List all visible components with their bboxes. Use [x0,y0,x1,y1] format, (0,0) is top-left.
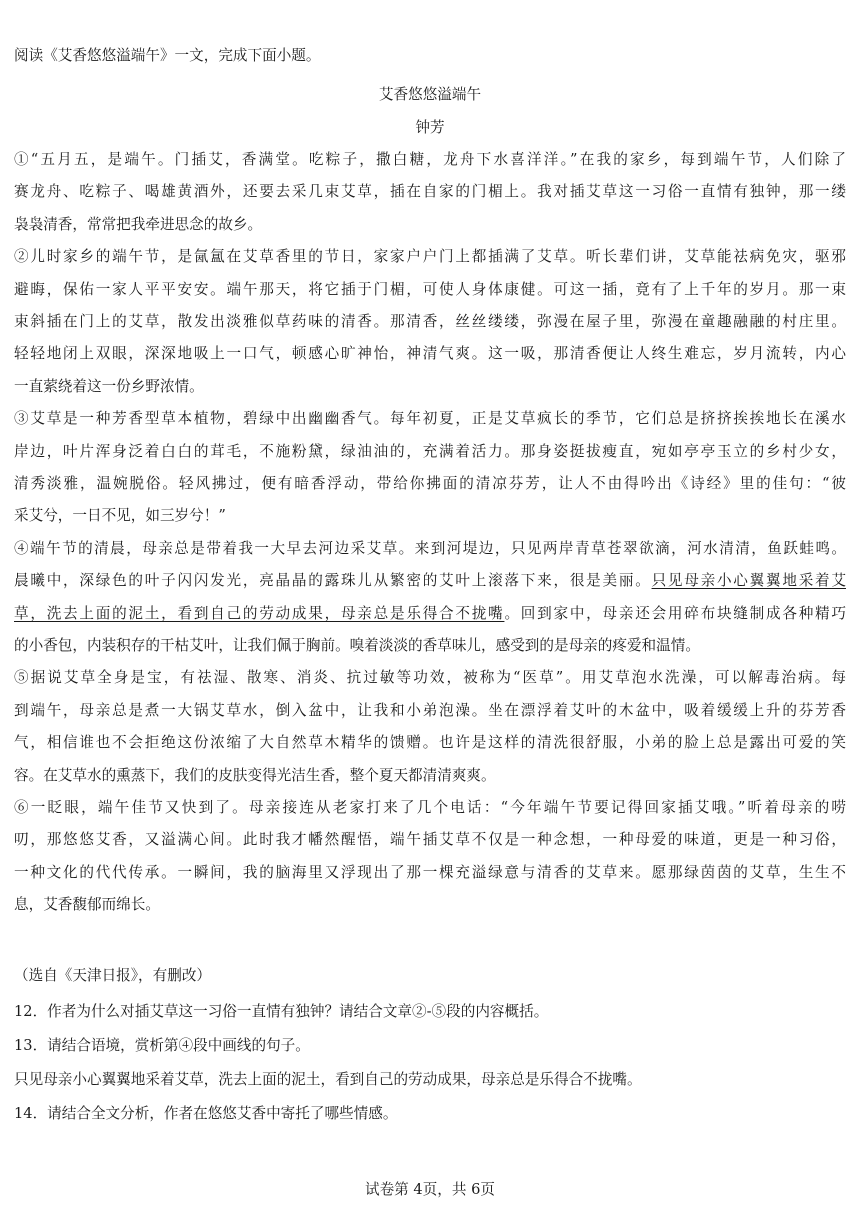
article-line [14,312,846,332]
article-line [14,182,846,202]
question-14: 14．请结合全文分析，作者在悠悠艾香中寄托了哪些情感。 [14,1105,398,1122]
article-line-text: 清秀淡雅，温婉脱俗。轻风拂过，便有暗香浮动，带给你拂面的清凉芬芳，让人不由得吟出《诗经》里的佳句：“彼 [14,475,846,492]
article-line [14,604,846,624]
article-title: 艾香悠悠溢端午 [378,86,482,103]
page-footer: 试卷第 4页，共 6页 [364,1181,495,1198]
article-line [14,571,846,591]
question-13: 13．请结合语境，赏析第④段中画线的句子。 [14,1037,310,1054]
article-line-text: 袅袅清香，常常把我牵进思念的故乡。 [14,215,263,233]
article-line [14,442,846,462]
article-line [14,798,846,818]
article-line-text: ⑥一眨眼，端午佳节又快到了。母亲接连从老家打来了几个电话：“今年端午节要记得回家插艾哦。”听着母亲的唠 [14,799,846,816]
article-line [14,830,846,850]
article-line-text: ⑤据说艾草全身是宝，有祛湿、散寒、消炎、抗过敏等功效，被称为“医草”。用艾草泡水洗澡，可以解毒治病。每 [14,669,846,687]
article-line-text: 息，艾香馥郁而绵长。 [14,896,160,914]
underlined-sentence: 草，洗去上面的泥土，看到自己的劳动成果，母亲总是乐得合不拢嘴 [14,604,505,622]
article-line-text: 岸边，叶片浑身泛着白白的茸毛，不施粉黛，绿油油的，充满着活力。那身姿挺拔瘦直，宛如亭亭玉立的乡村少女， [14,442,846,460]
article-line-text: 轻轻地闭上双眼，深深地吸上一口气，顿感心旷神怡，神清气爽。这一吸，那清香便让人终生难忘，岁月流转，内心 [14,345,846,363]
article-line-text: 气，相信谁也不会拒绝这份浓缩了大自然草木精华的馈赠。也许是这样的清洗很舒服，小弟的脸上总是露出可爱的笑 [14,734,846,752]
underlined-sentence: 只见母亲小心翼翼地采着艾 [651,572,846,590]
article-line [14,863,846,883]
article-author: 钟芳 [415,119,445,136]
article-line-text: ②儿时家乡的端午节，是氤氲在艾草香里的节日，家家户户门上都插满了艾草。听长辈们讲，艾草能祛病免灾，驱邪 [14,248,846,266]
article-line [14,539,846,559]
article-line-text: ①“五月五，是端午。门插艾，香满堂。吃粽子，撒白糖，龙舟下水喜洋洋。”在我的家乡，每到端午节，人们除了 [14,151,846,168]
article-line-text: 叨，那悠悠艾香，又溢满心间。此时我才幡然醒悟，端午插艾草不仅是一种念想，一种母爱的味道，更是一种习俗， [14,831,846,849]
question-13-quoted-sentence: 只见母亲小心翼翼地采着艾草，洗去上面的泥土，看到自己的劳动成果，母亲总是乐得合不拢嘴。 [14,1071,642,1088]
article-line-text: 到端午，母亲总是煮一大锅艾草水，倒入盆中，让我和小弟泡澡。坐在漂浮着艾叶的木盆中，吸着缓缓上升的芬芳香 [14,701,846,719]
article-line [14,636,846,656]
article-line-text: 一直萦绕着这一份乡野浓情。 [14,377,204,395]
article-line [14,377,846,397]
article-line [14,733,846,753]
article-line [14,474,846,494]
article-line-text: 束斜插在门上的艾草，散发出淡雅似草药味的清香。那清香，丝丝缕缕，弥漫在屋子里，弥漫在童趣融融的村庄里。 [14,313,846,330]
article-line [14,215,846,235]
article-line [14,506,846,526]
article-line-text: 容。在艾草水的熏蒸下，我们的皮肤变得光洁生香，整个夏天都清清爽爽。 [14,766,496,784]
article-line-text: ③艾草是一种芳香型草本植物，碧绿中出幽幽香气。每年初夏，正是艾草疯长的季节，它们总是挤挤挨挨地长在溪水 [14,410,846,428]
article-line-text: 。回到家中，母亲还会用碎布块缝制成各种精巧 [504,604,846,622]
article-line [14,895,846,915]
reading-instruction: 阅读《艾香悠悠溢端午》一文，完成下面小题。 [14,47,321,64]
article-line-text: 的小香包，内装积存的干枯艾叶，让我们佩于胸前。嗅着淡淡的香草味儿，感受到的是母亲的疼爱和温情。 [14,637,700,654]
article-line-text: 一种文化的代代传承。一瞬间，我的脑海里又浮现出了那一棵充溢绿意与清香的艾草来。愿那绿茵茵的艾草，生生不 [14,863,846,881]
article-line [14,150,846,170]
question-12: 12．作者为什么对插艾草这一习俗一直情有独钟？请结合文章②-⑤段的内容概括。 [14,1003,549,1020]
article-line [14,766,846,786]
article-line [14,668,846,688]
article-line-text: 避晦，保佑一家人平平安安。端午那天，将它插于门楣，可使人身体康健。可这一插，竟有了上千年的岁月。那一束 [14,280,846,298]
article-line-text: ④端午节的清晨，母亲总是带着我一大早去河边采艾草。来到河堤边，只见两岸青草苍翠欲滴，河水清清，鱼跃蛙鸣。 [14,539,846,557]
article-line [14,409,846,429]
article-line-text: 赛龙舟、吃粽子、喝雄黄酒外，还要去采几束艾草，插在自家的门楣上。我对插艾草这一习俗一直情有独钟，那一缕 [14,183,846,201]
article-line-text: 晨曦中，深绿色的叶子闪闪发光，亮晶晶的露珠儿从繁密的艾叶上滚落下来，很是美丽。 [14,572,652,590]
article-source: （选自《天津日报》，有删改） [14,967,212,984]
article-line [14,247,846,267]
article-line [14,344,846,364]
article-line [14,280,846,300]
article-line [14,701,846,721]
article-line-text: 采艾兮，一日不见，如三岁兮！” [14,507,226,525]
